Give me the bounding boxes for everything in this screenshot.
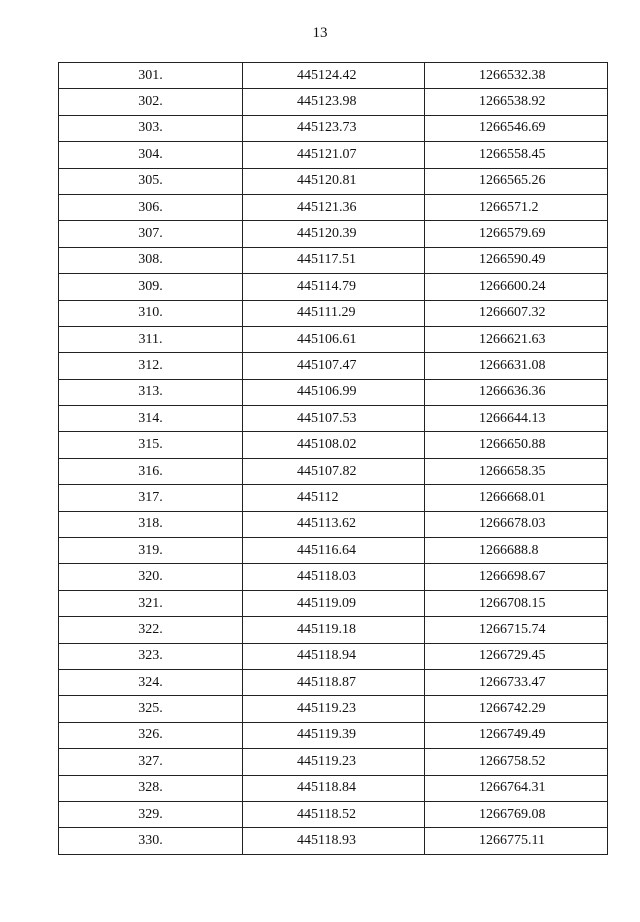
point-number-cell: 315.: [59, 432, 243, 458]
point-number-cell: 324.: [59, 669, 243, 695]
y-coordinate-cell: 1266769.08: [425, 801, 608, 827]
y-coordinate-cell: 1266590.49: [425, 247, 608, 273]
x-coordinate-cell: 445118.03: [243, 564, 425, 590]
table-row: [59, 590, 608, 616]
page-number: 13: [312, 25, 328, 41]
y-coordinate-cell: 1266742.29: [425, 696, 608, 722]
y-coordinate-cell: 1266715.74: [425, 617, 608, 643]
point-number-cell: 321.: [59, 590, 243, 616]
point-number-cell: 312.: [59, 353, 243, 379]
x-coordinate-cell: 445119.09: [243, 590, 425, 616]
point-number-cell: 305.: [59, 168, 243, 194]
table-row: [59, 458, 608, 484]
y-coordinate-cell: 1266579.69: [425, 221, 608, 247]
x-coordinate-cell: 445118.94: [243, 643, 425, 669]
table-row: [59, 353, 608, 379]
table-row: [59, 194, 608, 220]
y-coordinate-cell: 1266729.45: [425, 643, 608, 669]
y-coordinate-cell: 1266636.36: [425, 379, 608, 405]
table-row: [59, 406, 608, 432]
x-coordinate-cell: 445119.18: [243, 617, 425, 643]
x-coordinate-cell: 445119.39: [243, 722, 425, 748]
point-number-cell: 309.: [59, 274, 243, 300]
x-coordinate-cell: 445119.23: [243, 749, 425, 775]
point-number-cell: 304.: [59, 142, 243, 168]
y-coordinate-cell: 1266658.35: [425, 458, 608, 484]
table-row: [59, 643, 608, 669]
x-coordinate-cell: 445124.42: [243, 63, 425, 89]
table-row: [59, 168, 608, 194]
x-coordinate-cell: 445112: [243, 485, 425, 511]
table-row: [59, 274, 608, 300]
y-coordinate-cell: 1266749.49: [425, 722, 608, 748]
table-row: [59, 63, 608, 89]
table-row: [59, 221, 608, 247]
point-number-cell: 317.: [59, 485, 243, 511]
table-row: [59, 485, 608, 511]
table-row: [59, 89, 608, 115]
y-coordinate-cell: 1266538.92: [425, 89, 608, 115]
point-number-cell: 318.: [59, 511, 243, 537]
point-number-cell: 328.: [59, 775, 243, 801]
x-coordinate-cell: 445120.81: [243, 168, 425, 194]
point-number-cell: 314.: [59, 406, 243, 432]
table-row: [59, 379, 608, 405]
x-coordinate-cell: 445108.02: [243, 432, 425, 458]
table-row: [59, 300, 608, 326]
table-row: [59, 115, 608, 141]
y-coordinate-cell: 1266546.69: [425, 115, 608, 141]
point-number-cell: 310.: [59, 300, 243, 326]
point-number-cell: 316.: [59, 458, 243, 484]
point-number-cell: 327.: [59, 749, 243, 775]
y-coordinate-cell: 1266607.32: [425, 300, 608, 326]
table-row: [59, 142, 608, 168]
y-coordinate-cell: 1266708.15: [425, 590, 608, 616]
x-coordinate-cell: 445121.36: [243, 194, 425, 220]
point-number-cell: 303.: [59, 115, 243, 141]
y-coordinate-cell: 1266688.8: [425, 538, 608, 564]
x-coordinate-cell: 445118.93: [243, 828, 425, 854]
table-row: [59, 722, 608, 748]
point-number-cell: 320.: [59, 564, 243, 590]
y-coordinate-cell: 1266775.11: [425, 828, 608, 854]
x-coordinate-cell: 445123.98: [243, 89, 425, 115]
table-row: [59, 247, 608, 273]
x-coordinate-cell: 445106.61: [243, 326, 425, 352]
point-number-cell: 325.: [59, 696, 243, 722]
point-number-cell: 301.: [59, 63, 243, 89]
table-row: [59, 696, 608, 722]
point-number-cell: 306.: [59, 194, 243, 220]
x-coordinate-cell: 445119.23: [243, 696, 425, 722]
table-row: [59, 511, 608, 537]
coordinates-table-body: [59, 63, 608, 855]
table-row: [59, 617, 608, 643]
table-row: [59, 432, 608, 458]
y-coordinate-cell: 1266764.31: [425, 775, 608, 801]
x-coordinate-cell: 445120.39: [243, 221, 425, 247]
x-coordinate-cell: 445123.73: [243, 115, 425, 141]
y-coordinate-cell: 1266558.45: [425, 142, 608, 168]
point-number-cell: 313.: [59, 379, 243, 405]
x-coordinate-cell: 445113.62: [243, 511, 425, 537]
x-coordinate-cell: 445121.07: [243, 142, 425, 168]
x-coordinate-cell: 445117.51: [243, 247, 425, 273]
table-row: [59, 828, 608, 854]
table-row: [59, 564, 608, 590]
table-row: [59, 326, 608, 352]
y-coordinate-cell: 1266644.13: [425, 406, 608, 432]
x-coordinate-cell: 445116.64: [243, 538, 425, 564]
x-coordinate-cell: 445118.84: [243, 775, 425, 801]
y-coordinate-cell: 1266678.03: [425, 511, 608, 537]
point-number-cell: 319.: [59, 538, 243, 564]
y-coordinate-cell: 1266758.52: [425, 749, 608, 775]
point-number-cell: 329.: [59, 801, 243, 827]
table-row: [59, 669, 608, 695]
x-coordinate-cell: 445107.82: [243, 458, 425, 484]
point-number-cell: 322.: [59, 617, 243, 643]
y-coordinate-cell: 1266733.47: [425, 669, 608, 695]
y-coordinate-cell: 1266668.01: [425, 485, 608, 511]
table-row: [59, 749, 608, 775]
coordinates-table: [58, 62, 608, 855]
x-coordinate-cell: 445111.29: [243, 300, 425, 326]
y-coordinate-cell: 1266631.08: [425, 353, 608, 379]
y-coordinate-cell: 1266600.24: [425, 274, 608, 300]
point-number-cell: 323.: [59, 643, 243, 669]
x-coordinate-cell: 445106.99: [243, 379, 425, 405]
x-coordinate-cell: 445107.47: [243, 353, 425, 379]
point-number-cell: 330.: [59, 828, 243, 854]
x-coordinate-cell: 445118.87: [243, 669, 425, 695]
point-number-cell: 302.: [59, 89, 243, 115]
y-coordinate-cell: 1266565.26: [425, 168, 608, 194]
point-number-cell: 311.: [59, 326, 243, 352]
x-coordinate-cell: 445107.53: [243, 406, 425, 432]
y-coordinate-cell: 1266650.88: [425, 432, 608, 458]
y-coordinate-cell: 1266571.2: [425, 194, 608, 220]
x-coordinate-cell: 445118.52: [243, 801, 425, 827]
y-coordinate-cell: 1266698.67: [425, 564, 608, 590]
x-coordinate-cell: 445114.79: [243, 274, 425, 300]
point-number-cell: 326.: [59, 722, 243, 748]
table-row: [59, 775, 608, 801]
y-coordinate-cell: 1266532.38: [425, 63, 608, 89]
point-number-cell: 307.: [59, 221, 243, 247]
y-coordinate-cell: 1266621.63: [425, 326, 608, 352]
table-row: [59, 538, 608, 564]
table-row: [59, 801, 608, 827]
point-number-cell: 308.: [59, 247, 243, 273]
